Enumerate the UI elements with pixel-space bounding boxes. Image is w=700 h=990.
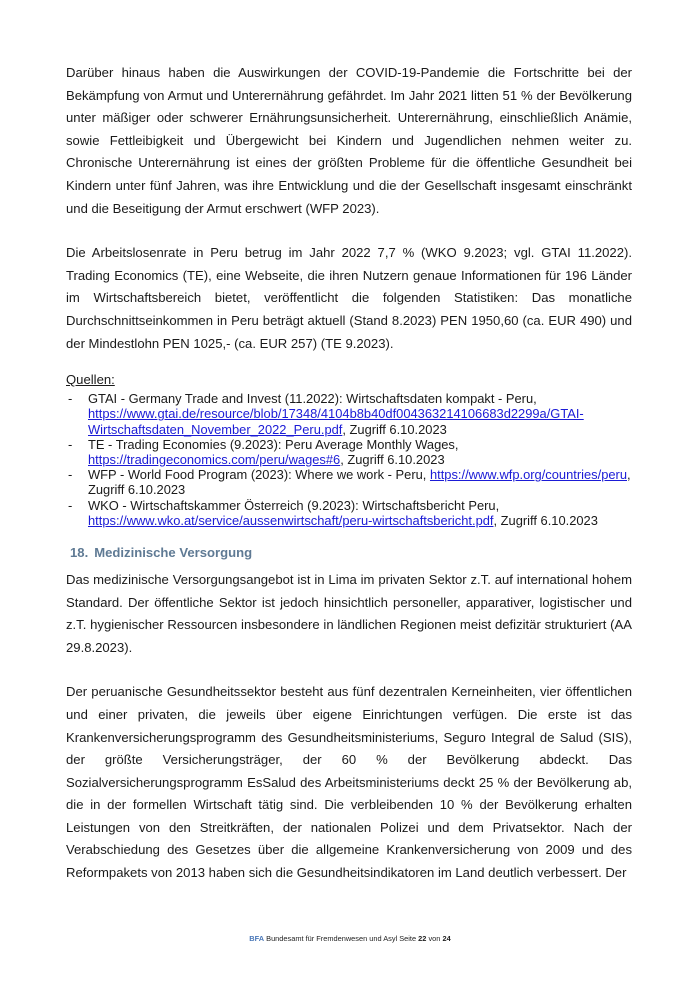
source-link-te[interactable]: https://tradingeconomics.com/peru/wages#6 xyxy=(88,451,341,467)
section-heading-medical-care xyxy=(70,543,632,563)
list-dash: - xyxy=(68,436,73,452)
footer-page-number: 22 xyxy=(418,934,427,943)
sources-heading: Quellen: xyxy=(66,372,115,388)
source-access-date: , Zugriff 6.10.2023 xyxy=(493,512,598,528)
source-access-date: , Zugriff 6.10.2023 xyxy=(88,467,631,498)
list-dash: - xyxy=(68,497,73,513)
paragraph-covid-poverty: Darüber hinaus haben die Auswirkungen der COVID-19-Pandemie die Fortschritte bei der Bekämpfung von Armut und Unterernährung gefährdet. Im Jahr 2021 litten 51 % der Bevölkerung unter mäßiger oder schwerer Ernährungsunsicherheit. Unterernährung, einschließlich Anämie, sowie Fettleibigkeit und Übergewicht bei Kindern und Jugendlichen nehmen weiter zu. Chronische Unterernährung ist eines der größten Probleme für die öffentliche Gesundheit bei Kindern unter fünf Jahren, was ihre Entwicklung und die der Gesellschaft insgesamt einschränkt und die Beseitigung der Armut erschwert (WFP 2023). xyxy=(66,65,632,216)
section-title: Medizinische Versorgung xyxy=(94,544,253,560)
sources-list xyxy=(66,391,632,528)
source-item-te xyxy=(66,437,632,467)
section-number: 18. xyxy=(70,544,89,560)
source-link-wfp[interactable]: https://www.wfp.org/countries/peru xyxy=(429,467,627,483)
spacer xyxy=(66,220,632,242)
footer-of-label: von xyxy=(428,934,441,943)
source-link-wko[interactable]: https://www.wko.at/service/aussenwirtschaft/peru-wirtschaftsbericht.pdf xyxy=(88,512,494,528)
source-text: TE - Trading Economies (9.2023): Peru Average Monthly Wages, xyxy=(88,436,459,452)
source-text: GTAI - Germany Trade and Invest (11.2022): Wirtschaftsdaten kompakt - Peru, xyxy=(88,391,537,407)
list-dash: - xyxy=(68,467,73,483)
bfa-logo: BFA xyxy=(249,934,265,943)
document-page xyxy=(66,62,632,885)
source-access-date: , Zugriff 6.10.2023 xyxy=(340,451,445,467)
source-item-wfp xyxy=(66,467,632,497)
source-text: WFP - World Food Program (2023): Where we work - Peru, xyxy=(88,467,427,483)
footer-page-total: 24 xyxy=(442,934,451,943)
source-text: WKO - Wirtschaftskammer Österreich (9.2023): Wirtschaftsbericht Peru, xyxy=(88,497,500,513)
paragraph-medical-supply: Das medizinische Versorgungsangebot ist in Lima im privaten Sektor z.T. auf international hohem Standard. Der öffentliche Sektor ist jedoch hinsichtlich personeller, apparativer, logistischer und z.T. hygienischer Ressourcen insbesondere in ländlichen Regionen meist defizitär strukturiert (AA 29.8.2023). xyxy=(66,571,632,655)
paragraph-unemployment: Die Arbeitslosenrate in Peru betrug im Jahr 2022 7,7 % (WKO 9.2023; vgl. GTAI 11.2022). Trading Economics (TE), eine Webseite, die ihren Nutzern genaue Informationen für 196 Länder im Wirtschaftsbereich bietet, veröffentlicht die folgenden Statistiken: Das monatliche Durchschnittseinkommen in Peru beträgt aktuell (Stand 8.2023) PEN 1950,60 (ca. EUR 490) und der Mindestlohn PEN 1025,- (ca. EUR 257) (TE 9.2023). xyxy=(66,245,632,351)
footer-org: Bundesamt für Fremdenwesen und Asyl xyxy=(266,934,398,943)
source-link-gtai[interactable]: https://www.gtai.de/resource/blob/17348/4104b8b40df004363214106683d2299a/GTAI-Wirtschaftsdaten_November_2022_Peru.pdf xyxy=(88,406,584,437)
source-access-date: , Zugriff 6.10.2023 xyxy=(342,421,447,437)
footer-page-label: Seite xyxy=(399,934,417,943)
page-footer xyxy=(0,934,700,943)
source-item-gtai xyxy=(66,391,632,437)
paragraph-health-sector: Der peruanische Gesundheitssektor besteht aus fünf dezentralen Kerneinheiten, vier öffentlichen und einer privaten, die jeweils über eigene Einrichtungen verfügen. Die erste ist das Krankenversicherungsprogramm des Gesundheitsministeriums, Seguro Integral de Salud (SIS), der größte Versicherungsträger, der 60 % der Bevölkerung abdeckt. Das Sozialversicherungsprogramm EsSalud des Arbeitsministeriums deckt 25 % der Bevölkerung ab, die in der formellen Wirtschaft tätig sind. Die verbleibenden 10 % der Bevölkerung erhalten Leistungen von den Streitkräften, der nationalen Polizei und dem Privatsektor. Nach der Verabschiedung des Gesetzes über die allgemeine Krankenversicherung von 2009 und des Reformpakets von 2013 haben sich die Gesundheitsindikatoren im Land deutlich verbessert. Der xyxy=(66,684,632,881)
source-item-wko xyxy=(66,498,632,528)
spacer xyxy=(66,659,632,681)
list-dash: - xyxy=(68,391,73,407)
